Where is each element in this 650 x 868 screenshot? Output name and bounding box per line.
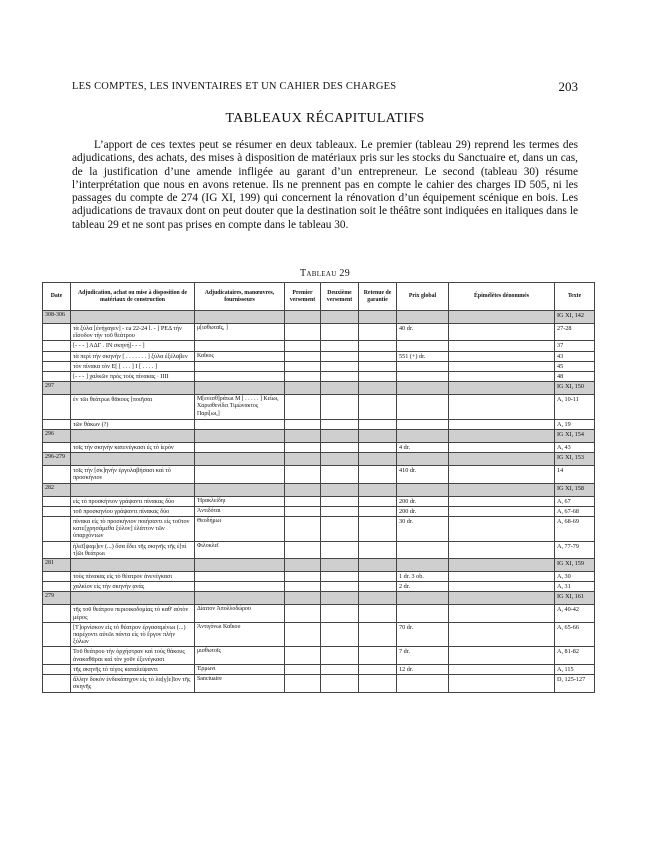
cell-premier xyxy=(285,361,321,371)
cell-epimeletes xyxy=(449,443,555,453)
cell-premier xyxy=(285,351,321,361)
cell-premier xyxy=(285,592,321,605)
cell-premier xyxy=(285,675,321,692)
cell-text: IG XI, 161 xyxy=(555,592,595,605)
cell-deuxieme xyxy=(321,572,359,582)
cell-deuxieme xyxy=(321,372,359,382)
cell-retenue xyxy=(359,311,397,324)
cell-adjudication: τοῖς τὴν σκηνὴν κατενέγκασι ἐς τὸ ἱερὸν xyxy=(71,443,195,453)
cell-deuxieme xyxy=(321,351,359,361)
table-29 xyxy=(42,282,595,693)
cell-retenue xyxy=(359,496,397,506)
cell-date: 279 xyxy=(43,592,71,605)
cell-deuxieme xyxy=(321,311,359,324)
col-header-adjudicataires: Adjudicataires, manœuvres, fournisseurs xyxy=(195,283,285,311)
running-head: LES COMPTES, LES INVENTAIRES ET UN CAHIER DES CHARGES xyxy=(72,81,397,92)
cell-retenue xyxy=(359,664,397,674)
cell-retenue xyxy=(359,605,397,622)
cell-adjudicataires xyxy=(195,483,285,496)
cell-epimeletes xyxy=(449,506,555,516)
table-group-row xyxy=(43,453,595,466)
cell-text: A, 43 xyxy=(555,443,595,453)
cell-prix xyxy=(397,541,449,558)
cell-adjudication: εἰς τὸ προσκήνιον γράψαντι πίνακας δύο xyxy=(71,496,195,506)
cell-prix: 30 dr. xyxy=(397,517,449,542)
cell-prix xyxy=(397,592,449,605)
cell-premier xyxy=(285,647,321,664)
table-row xyxy=(43,361,595,371)
table-group-row xyxy=(43,311,595,324)
cell-retenue xyxy=(359,361,397,371)
cell-date xyxy=(43,443,71,453)
cell-date xyxy=(43,506,71,516)
table-row xyxy=(43,419,595,429)
cell-adjudication: τὰ ξύλα [ἐνήγαγεν] - ca 22-24 l. - ] ΡΕΔ τὴν εἴσοδον τὴν τοῦ θεάτρου xyxy=(71,324,195,341)
cell-epimeletes xyxy=(449,572,555,582)
col-header-epimeletes: Épimélètes dénommés xyxy=(449,283,555,311)
cell-deuxieme xyxy=(321,453,359,466)
cell-epimeletes xyxy=(449,541,555,558)
cell-prix: 200 dr. xyxy=(397,496,449,506)
cell-retenue xyxy=(359,351,397,361)
cell-epimeletes xyxy=(449,430,555,443)
cell-retenue xyxy=(359,443,397,453)
table-row xyxy=(43,675,595,692)
cell-premier xyxy=(285,430,321,443)
cell-text: IG XI, 153 xyxy=(555,453,595,466)
cell-retenue xyxy=(359,483,397,496)
col-header-date: Date xyxy=(43,283,71,311)
cell-retenue xyxy=(359,372,397,382)
cell-text: 48 xyxy=(555,372,595,382)
cell-retenue xyxy=(359,675,397,692)
cell-premier xyxy=(285,324,321,341)
cell-deuxieme xyxy=(321,324,359,341)
cell-epimeletes xyxy=(449,382,555,395)
cell-prix xyxy=(397,675,449,692)
cell-text: IG XI, 158 xyxy=(555,483,595,496)
cell-premier xyxy=(285,517,321,542)
table-row xyxy=(43,466,595,483)
cell-adjudicataires: μ[ισθωταῖς, ] xyxy=(195,324,285,341)
cell-epimeletes xyxy=(449,341,555,351)
cell-deuxieme xyxy=(321,605,359,622)
cell-premier xyxy=(285,372,321,382)
table-row xyxy=(43,605,595,622)
cell-premier xyxy=(285,453,321,466)
cell-adjudication: χαλκίον εἰς τὴν σκηνὴν ᾳνάς xyxy=(71,582,195,592)
cell-adjudication xyxy=(71,430,195,443)
cell-epimeletes xyxy=(449,622,555,647)
cell-epimeletes xyxy=(449,419,555,429)
cell-text: IG XI, 154 xyxy=(555,430,595,443)
cell-deuxieme xyxy=(321,559,359,572)
cell-date: 296-279 xyxy=(43,453,71,466)
cell-date xyxy=(43,582,71,592)
col-header-texte: Texte xyxy=(555,283,595,311)
cell-text: A, 81-82 xyxy=(555,647,595,664)
cell-deuxieme xyxy=(321,647,359,664)
cell-adjudication: τὸν πίνακα τὸν Ε[ [ . . . ] Ι [ . . . . ] xyxy=(71,361,195,371)
table-row xyxy=(43,395,595,420)
table-row xyxy=(43,622,595,647)
cell-text: 37 xyxy=(555,341,595,351)
cell-epimeletes xyxy=(449,483,555,496)
table-group-row xyxy=(43,559,595,572)
table-row xyxy=(43,341,595,351)
cell-adjudicataires xyxy=(195,443,285,453)
intro-paragraph xyxy=(72,139,578,232)
cell-prix: 1 dr. 3 ob. xyxy=(397,572,449,582)
cell-date xyxy=(43,361,71,371)
cell-prix xyxy=(397,430,449,443)
cell-text: A, 115 xyxy=(555,664,595,674)
cell-epimeletes xyxy=(449,592,555,605)
cell-text: A, 67 xyxy=(555,496,595,506)
cell-epimeletes xyxy=(449,453,555,466)
cell-deuxieme xyxy=(321,361,359,371)
cell-date xyxy=(43,664,71,674)
cell-adjudication: τοῦ προσκηνίου γράψαντι πίνακας δύο xyxy=(71,506,195,516)
cell-prix xyxy=(397,419,449,429)
table-row xyxy=(43,351,595,361)
cell-date: 281 xyxy=(43,559,71,572)
cell-retenue xyxy=(359,592,397,605)
cell-adjudication: [- - - ] ΑΔΓ . ΙΝ σκηνή[- - - ] xyxy=(71,341,195,351)
col-header-deuxieme: Deuxième versement xyxy=(321,283,359,311)
cell-prix: 12 dr. xyxy=(397,664,449,674)
cell-deuxieme xyxy=(321,430,359,443)
cell-date xyxy=(43,622,71,647)
cell-adjudicataires: μισθωτοῖς xyxy=(195,647,285,664)
cell-prix: 40 dr. xyxy=(397,324,449,341)
table-row xyxy=(43,372,595,382)
cell-retenue xyxy=(359,582,397,592)
cell-adjudicataires xyxy=(195,453,285,466)
cell-date xyxy=(43,324,71,341)
cell-text: A, 10-11 xyxy=(555,395,595,420)
cell-premier xyxy=(285,582,321,592)
cell-adjudication: τοῖς τὴν [σκ]ηνὴν ἐργολαβήσασι καὶ τὸ προσκήνιον xyxy=(71,466,195,483)
cell-date xyxy=(43,572,71,582)
cell-adjudication xyxy=(71,592,195,605)
col-header-premier: Premier versement xyxy=(285,283,321,311)
cell-adjudicataires xyxy=(195,572,285,582)
col-header-adjudication: Adjudication, achat ou mise à disposition de matériaux de construction xyxy=(71,283,195,311)
cell-date xyxy=(43,341,71,351)
cell-deuxieme xyxy=(321,622,359,647)
cell-adjudicataires xyxy=(195,430,285,443)
cell-adjudication: τῆς τοῦ θεάτρου περιοικοδομίας τὸ καθ' αὑτὸν μέρος xyxy=(71,605,195,622)
cell-adjudication: τῶν θάκων (?) xyxy=(71,419,195,429)
cell-date xyxy=(43,395,71,420)
cell-date: 308-306 xyxy=(43,311,71,324)
cell-epimeletes xyxy=(449,395,555,420)
cell-text: A, 77-79 xyxy=(555,541,595,558)
cell-retenue xyxy=(359,541,397,558)
cell-deuxieme xyxy=(321,483,359,496)
cell-retenue xyxy=(359,395,397,420)
cell-date: 282 xyxy=(43,483,71,496)
cell-prix: 410 dr. xyxy=(397,466,449,483)
cell-date xyxy=(43,675,71,692)
cell-deuxieme xyxy=(321,664,359,674)
cell-adjudication: πίνακα εἰς τὸ προσκήνιον ποιήσαντι εἰς τοῦτον κατε[χρησάμεθα ξύλον] ἐλάττον τῶν ὑπαρχόντων xyxy=(71,517,195,542)
cell-retenue xyxy=(359,341,397,351)
cell-retenue xyxy=(359,647,397,664)
cell-text: 43 xyxy=(555,351,595,361)
cell-text: A, 68-69 xyxy=(555,517,595,542)
cell-date xyxy=(43,647,71,664)
cell-premier xyxy=(285,466,321,483)
cell-retenue xyxy=(359,324,397,341)
cell-adjudicataires: Sanctuaire xyxy=(195,675,285,692)
cell-text: A, 19 xyxy=(555,419,595,429)
table-body xyxy=(43,311,595,693)
cell-prix xyxy=(397,372,449,382)
cell-text: A, 30 xyxy=(555,572,595,582)
cell-adjudicataires xyxy=(195,559,285,572)
cell-adjudication: [- - - ] χαλκῶν πρὸς τοὺς πίνακας · ΙΙΙΙ xyxy=(71,372,195,382)
cell-date xyxy=(43,496,71,506)
cell-date: 296 xyxy=(43,430,71,443)
cell-retenue xyxy=(359,382,397,395)
cell-epimeletes xyxy=(449,496,555,506)
cell-deuxieme xyxy=(321,582,359,592)
cell-deuxieme xyxy=(321,382,359,395)
cell-adjudicataires: Ἀντιγόνωι Καΐκου xyxy=(195,622,285,647)
table-row xyxy=(43,572,595,582)
cell-adjudication xyxy=(71,453,195,466)
cell-adjudication: [Τ]ορνίσκον εἰς τὸ θέατρον ἐργασαμένωι (...) παρέχοντι αὐτῶι πάντα εἰς τὸ ἔργον πλὴν ξύλων xyxy=(71,622,195,647)
cell-text: IG XI, 150 xyxy=(555,382,595,395)
cell-retenue xyxy=(359,506,397,516)
cell-date xyxy=(43,605,71,622)
cell-adjudicataires: Καΐκος xyxy=(195,351,285,361)
cell-adjudication xyxy=(71,311,195,324)
table-group-row xyxy=(43,592,595,605)
cell-retenue xyxy=(359,453,397,466)
cell-epimeletes xyxy=(449,664,555,674)
cell-prix: 4 dr. xyxy=(397,443,449,453)
cell-adjudication: ἠλεῖ[ψαμ]εν (...) ὅσα ἔδει τῆς σκηνῆς τῆς ἐ[πὶ τ]ῶι θεάτρωι xyxy=(71,541,195,558)
cell-adjudicataires: Δίαιτον Ἀπολλοδώρου xyxy=(195,605,285,622)
cell-premier xyxy=(285,382,321,395)
cell-deuxieme xyxy=(321,341,359,351)
cell-deuxieme xyxy=(321,675,359,692)
cell-text: 14 xyxy=(555,466,595,483)
cell-epimeletes xyxy=(449,311,555,324)
page-number: 203 xyxy=(558,79,578,94)
cell-adjudication: ἐν τῶι θεάτρωι θᾶκους [ποιῆσαι xyxy=(71,395,195,420)
cell-adjudicataires: Ἀντιδόται xyxy=(195,506,285,516)
cell-prix xyxy=(397,605,449,622)
cell-premier xyxy=(285,341,321,351)
cell-text: A, 40-42 xyxy=(555,605,595,622)
cell-adjudicataires: Ἡρακλείδηι xyxy=(195,496,285,506)
cell-retenue xyxy=(359,430,397,443)
cell-prix: 551 (+) dr. xyxy=(397,351,449,361)
cell-adjudication xyxy=(71,559,195,572)
cell-adjudicataires xyxy=(195,382,285,395)
cell-retenue xyxy=(359,517,397,542)
cell-premier xyxy=(285,496,321,506)
cell-adjudicataires xyxy=(195,372,285,382)
table-row xyxy=(43,324,595,341)
cell-epimeletes xyxy=(449,466,555,483)
cell-epimeletes xyxy=(449,361,555,371)
cell-deuxieme xyxy=(321,395,359,420)
cell-retenue xyxy=(359,559,397,572)
cell-text: A, 65-66 xyxy=(555,622,595,647)
cell-text: IG XI, 142 xyxy=(555,311,595,324)
cell-premier xyxy=(285,559,321,572)
cell-prix xyxy=(397,311,449,324)
cell-adjudicataires xyxy=(195,592,285,605)
cell-premier xyxy=(285,622,321,647)
cell-epimeletes xyxy=(449,582,555,592)
cell-epimeletes xyxy=(449,351,555,361)
cell-prix xyxy=(397,382,449,395)
cell-date xyxy=(43,466,71,483)
cell-prix xyxy=(397,453,449,466)
cell-deuxieme xyxy=(321,517,359,542)
cell-epimeletes xyxy=(449,517,555,542)
cell-deuxieme xyxy=(321,419,359,429)
cell-epimeletes xyxy=(449,605,555,622)
cell-adjudicataires xyxy=(195,341,285,351)
cell-epimeletes xyxy=(449,675,555,692)
cell-adjudication: ἄλλην δοκὸν ἑνδεκάπηχυν εἰς τὸ λα[γ]ε]ῖον τῆς σκηνῆς xyxy=(71,675,195,692)
table-group-row xyxy=(43,382,595,395)
cell-premier xyxy=(285,483,321,496)
cell-text: A, 67-68 xyxy=(555,506,595,516)
table-group-row xyxy=(43,430,595,443)
cell-adjudication xyxy=(71,382,195,395)
cell-deuxieme xyxy=(321,443,359,453)
table-row xyxy=(43,517,595,542)
cell-prix: 2 dr. xyxy=(397,582,449,592)
cell-prix xyxy=(397,341,449,351)
cell-epimeletes xyxy=(449,647,555,664)
cell-premier xyxy=(285,419,321,429)
cell-retenue xyxy=(359,419,397,429)
cell-retenue xyxy=(359,572,397,582)
col-header-prix: Prix global xyxy=(397,283,449,311)
cell-text: 45 xyxy=(555,361,595,371)
cell-adjudicataires xyxy=(195,361,285,371)
cell-date xyxy=(43,419,71,429)
cell-retenue xyxy=(359,622,397,647)
cell-adjudicataires xyxy=(195,311,285,324)
cell-epimeletes xyxy=(449,372,555,382)
cell-adjudication: τὰ περὶ τὴν σκηνὴν [ . . . . . . . ] ξύλα ἐξέλαβεν xyxy=(71,351,195,361)
cell-premier xyxy=(285,664,321,674)
section-title: TABLEAUX RÉCAPITULATIFS xyxy=(225,111,425,126)
cell-text: 27-28 xyxy=(555,324,595,341)
cell-text: IG XI, 159 xyxy=(555,559,595,572)
cell-premier xyxy=(285,605,321,622)
cell-date xyxy=(43,351,71,361)
cell-premier xyxy=(285,443,321,453)
cell-premier xyxy=(285,395,321,420)
cell-prix xyxy=(397,395,449,420)
table-row xyxy=(43,582,595,592)
cell-adjudicataires: Φιλοκλεῖ xyxy=(195,541,285,558)
table-row xyxy=(43,647,595,664)
intro-text: L’apport de ces textes peut se résumer en deux tableaux. Le premier (tableau 29) reprend les termes des adjudications, des achats, des mises à disposition de matériaux pris sur les stocks du Sanctuaire et, dans un cas, de la justification d’une amende infligée au garant d’un entrepreneur. Le second (tableau 30) résume l’interprétation que nous en avons retenue. Ils ne prennent pas en compte le cahier des charges ID 505, ni les passages du compte de 274 (IG XI, 199) qui concernent la rénovation d’un équipement scénique en bois. Les adjudications de travaux dont on peut douter que la destination soit le théâtre sont indiquées en italiques dans le tableau 29 et ne sont pas prises en compte dans le tableau 30. xyxy=(72,139,578,231)
table-row xyxy=(43,541,595,558)
col-header-retenue: Retenue de garantie xyxy=(359,283,397,311)
table-caption: Tableau 29 xyxy=(300,268,350,279)
cell-text: D, 125-127 xyxy=(555,675,595,692)
cell-premier xyxy=(285,541,321,558)
cell-prix xyxy=(397,483,449,496)
table-row xyxy=(43,664,595,674)
table-row xyxy=(43,443,595,453)
cell-premier xyxy=(285,506,321,516)
cell-adjudicataires: Θεοδήμωι xyxy=(195,517,285,542)
cell-adjudication: τοὺς πίνακας εἰς τὸ θέατρον ἀνενέγκασι xyxy=(71,572,195,582)
cell-premier xyxy=(285,572,321,582)
cell-prix: 70 dr. xyxy=(397,622,449,647)
cell-adjudication: Τοῦ θεάτρου τὴν ὀρχήστραν καὶ τοὺς θάκους ἀνακαθᾶραι καὶ τὸν χοῦν ἐξενέγκασι xyxy=(71,647,195,664)
cell-adjudicataires: Μ[ενεσθ]ράτωι Μ [ . . . . . ] Κείωι, Χαρισθενίδει Τιμώνακτος Παρί[ωι,] xyxy=(195,395,285,420)
cell-retenue xyxy=(359,466,397,483)
cell-adjudication xyxy=(71,483,195,496)
cell-prix: 7 dr. xyxy=(397,647,449,664)
cell-adjudicataires xyxy=(195,582,285,592)
cell-prix xyxy=(397,361,449,371)
cell-epimeletes xyxy=(449,559,555,572)
cell-adjudicataires: Ἑρμωνι xyxy=(195,664,285,674)
cell-deuxieme xyxy=(321,466,359,483)
cell-adjudicataires xyxy=(195,466,285,483)
cell-premier xyxy=(285,311,321,324)
cell-adjudication: τῆς σκηνῆς τὸ τέγος καταλείψαντι xyxy=(71,664,195,674)
cell-prix: 200 dr. xyxy=(397,506,449,516)
cell-epimeletes xyxy=(449,324,555,341)
cell-text: A, 31 xyxy=(555,582,595,592)
cell-adjudicataires xyxy=(195,419,285,429)
cell-date xyxy=(43,517,71,542)
table-group-row xyxy=(43,483,595,496)
table-row xyxy=(43,496,595,506)
cell-deuxieme xyxy=(321,592,359,605)
table-row xyxy=(43,506,595,516)
table-header-row xyxy=(43,283,595,311)
cell-prix xyxy=(397,559,449,572)
cell-deuxieme xyxy=(321,541,359,558)
cell-date: 297 xyxy=(43,382,71,395)
cell-deuxieme xyxy=(321,496,359,506)
cell-date xyxy=(43,541,71,558)
cell-date xyxy=(43,372,71,382)
cell-deuxieme xyxy=(321,506,359,516)
